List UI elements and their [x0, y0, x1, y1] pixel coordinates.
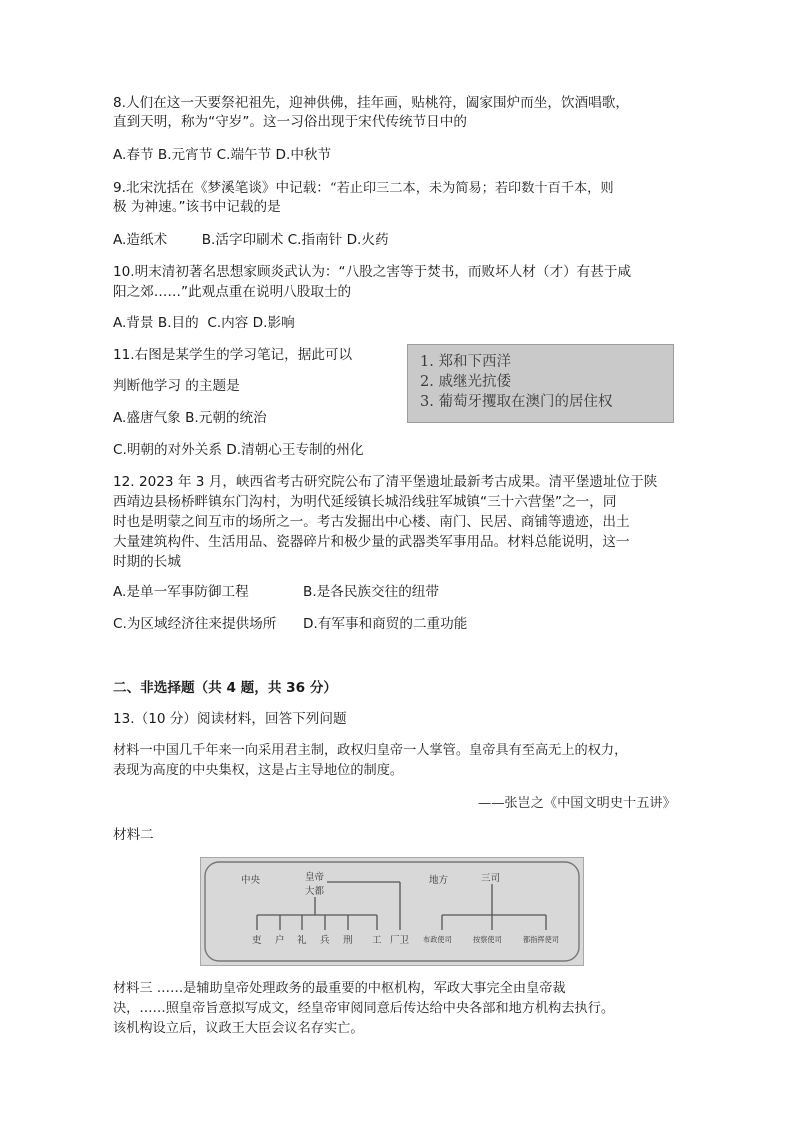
q12-option-a: A.是单一军事防御工程 [113, 584, 249, 600]
q10-stem-line2: 阳之郊……”此观点重在说明八股取士的 [113, 284, 352, 300]
q9-stem-line2 [113, 197, 281, 217]
q12-stem-line4: 大量建筑构件、生活用品、瓷器碎片和极少量的武器类军事用品。材料总能说明，这一 [113, 534, 630, 550]
q12-option-d: D.有军事和商贸的二重功能 [303, 616, 468, 632]
diagram-factory-guard: 厂卫 [390, 935, 410, 946]
q9-stem-b: ”该书中记载的是 [178, 199, 281, 215]
q8-stem-line1: 8.人们在这一天要祭祀祖先，迎神供佛，挂年画，贴桃符，阖家围炉而坐，饮酒唱歌， [113, 95, 629, 111]
q12-stem-line1: 12. 2023 年 3 月，峡西省考古研究院公布了清平堡遗址最新考古成果。清平堡遗址位于陕 [113, 474, 658, 490]
diagram-ministry-1: 吏 [252, 935, 262, 946]
q12-stem-line2: 西靖边县杨桥畔镇东门沟村，为明代延绥镇长城沿线驻军城镇“三十六营堡”之一，同 [113, 494, 617, 510]
q8-stem-line2: 直到天明，称为“守岁”。这一习俗出现于宋代传统节日中的 [113, 114, 467, 130]
q10-options: A.背景 B.目的 C.内容 D.影响 [113, 315, 295, 331]
diagram-frame [205, 862, 579, 961]
study-notes-image [407, 344, 674, 423]
diagram-central: 中央 [241, 875, 261, 886]
q12-option-b: B.是各民族交往的纽带 [303, 584, 439, 600]
diagram-cabinet: 大都 [305, 886, 325, 897]
diagram-emperor: 皇帝 [305, 872, 325, 883]
diagram-ministry-6: 工 [372, 935, 382, 946]
note-item-3: 3. 葡萄牙攫取在澳门的居住权 [420, 394, 613, 410]
diagram-connectors [257, 882, 546, 930]
q11-options-cd: C.明朝的对外关系 D.清朝心王专制的州化 [113, 442, 364, 458]
diagram-svg [201, 858, 585, 967]
note-item-2: 2. 戚继光抗倭 [420, 374, 511, 390]
diagram-ministry-2: 户 [275, 935, 285, 946]
diagram-ministry-5: 刑 [343, 935, 353, 946]
q11-options-ab: A.盛唐气象 B.元朝的统治 [113, 410, 267, 426]
q9-stem-a: 9.北宋沈括在《梦溪笔谈》中记载： [113, 180, 330, 196]
q12-option-c: C.为区域经济往来提供场所 [113, 616, 277, 632]
q9-quote-b: 极 为神速。 [113, 199, 179, 215]
note-item-1: 1. 郑和下西洋 [420, 354, 511, 370]
q11-stem-line2: 判断他学习 的主题是 [113, 378, 240, 394]
diagram-ministry-3: 礼 [297, 935, 307, 946]
material1-line1: 材料一中国几千年来一向采用君主制，政权归皇帝一人掌管。皇帝具有至高无上的权力， [113, 743, 628, 758]
q9-quote-a: “若止印三二本，未为简易；若印数十百千本，则 [329, 181, 614, 196]
diagram-si-2: 按察使司 [473, 935, 502, 944]
q12-stem-line3: 时也是明蒙之间互市的场所之一。考古发掘出中心楼、南门、民居、商铺等遗迹，出土 [113, 514, 630, 530]
ming-government-structure-diagram [200, 857, 584, 966]
q9-options: A.造纸术 B.活字印刷术 C.指南针 D.火药 [113, 232, 389, 248]
diagram-si-3: 都指挥使司 [523, 935, 559, 944]
section-title: 二、非选择题（共 4 题，共 36 分） [113, 680, 338, 696]
material1-line2: 表现为高度的中央集权，这是占主导地位的制度。 [113, 763, 404, 778]
diagram-three-si: 三司 [481, 873, 501, 884]
diagram-si-1: 布政使司 [423, 935, 452, 944]
diagram-ministry-4: 兵 [320, 935, 330, 946]
material3-line1: 材料三 ……是辅助皇帝处理政务的最重要的中枢机构，军政大事完全由皇帝裁 [113, 981, 566, 996]
material3-line2: 决，……照皇帝旨意拟写成文，经皇帝审阅同意后传达给中央各部和地方机构去执行。 [113, 1001, 615, 1016]
diagram-local: 地方 [429, 875, 449, 886]
q9-stem-line1 [113, 178, 614, 199]
material3-line3: 该机构设立后，议政王大臣会议名存实亡。 [113, 1021, 364, 1036]
q12-stem-line5: 时期的长城 [113, 554, 181, 570]
material2-label: 材料二 [113, 827, 154, 843]
q10-stem-line1: 10.明末清初著名思想家顾炎武认为：“八股之害等于焚书，而败坏人材（才）有甚于咸 [113, 264, 632, 280]
q11-stem-line1: 11.右图是某学生的学习笔记，据此可以 [113, 347, 353, 363]
q8-options: A.春节 B.元宵节 C.端午节 D.中秋节 [113, 147, 332, 163]
material1-source: ——张岂之《中国文明史十五讲》 [478, 796, 676, 811]
q13-intro: 13.（10 分）阅读材料，回答下列问题 [113, 711, 347, 727]
